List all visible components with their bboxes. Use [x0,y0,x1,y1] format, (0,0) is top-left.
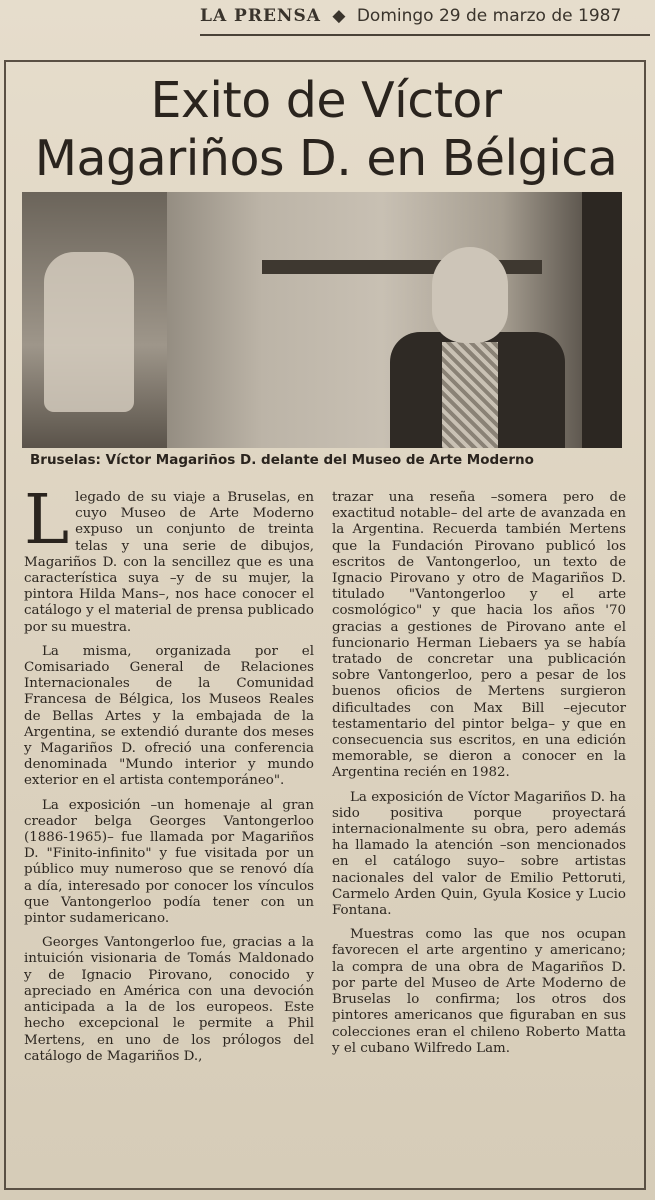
photo-sculpture [44,252,134,412]
diamond-icon: ◆ [332,6,346,26]
article-headline [20,72,632,188]
article-column-left [24,481,314,1073]
article-paragraph [24,481,314,636]
article-paragraph: trazar una reseña –somera pero de exactitud notable– del arte de avanzada en la Argentina. Recuerda también Mertens que la Fundación Pirovano publicó los escritos de Vantongerloo, un texto de Ignacio Pirovano y otro de Magariños D. titulado "Vantongerloo y el arte cosmológico" y que hacia los años '70 gracias a gestiones de Pirovano ante el funcionario Herman Liebaers ya se había tratado de concretar una publicación sobre Vantongerloo, pero a pesar de los buenos oficios de Mertens surgieron dificultades con Max Bill –ejecutor testamentario del pintor belga– y que en consecuencia sus escritos, en una edición memorable, se dieron a conocer en la Argentina recién en 1982. [332,490,626,781]
masthead [200,6,650,36]
article-paragraph: La misma, organizada por el Comisariado General de Relaciones Internacionales de la Comunidad Francesa de Bélgica, los Museos Reales de Bellas Artes y la embajada de la Argentina, se extendió durante dos meses y Magariños D. ofreció una conferencia denominada "Mundo interior y mundo exterior en el artista contemporáneo". [24,643,314,789]
article-paragraph: Georges Vantongerloo fue, gracias a la intuición visionaria de Tomás Maldonado y de Ignacio Pirovano, conocido y apreciado en América con una devoción anticipada a la de los europeos. Este hecho excepcional le permite a Phil Mertens, en uno de los prólogos del catálogo de Magariños D., [24,935,314,1064]
photo-man-shirt [442,342,498,448]
photo-right-edge [582,192,622,448]
drop-cap: L [24,481,70,560]
headline-line-2: Magariños D. en Bélgica [34,130,618,187]
article-paragraph: La exposición –un homenaje al gran creador belga Georges Vantongerloo (1886-1965)– fue llamada por Magariños D. "Finito-infinito" y fue visitada por un público muy numeroso que se renovó día a día, interesado por conocer los vínculos que Vantongerloo podía tener con un pintor sudamericano. [24,797,314,927]
article-column-right [332,490,626,1065]
headline-line-1: Exito de Víctor [150,72,502,129]
paragraph-text: legado de su viaje a Bruselas, en cuyo Museo de Arte Moderno expuso un conjunto de treinta telas y una serie de dibujos, Magariños D. con la sencillez que es una característica suya –y de su mujer, la pintora Hilda Mans–, nos hace conocer el catálogo y el material de prensa publicado por su muestra. [24,490,314,635]
article-paragraph: La exposición de Víctor Magariños D. ha sido positiva porque proyectará internacionalmente su obra, pero además ha llamado la atención –son mencionados en el catálogo suyo– sobre artistas nacionales del valor de Emilio Pettoruti, Carmelo Arden Quin, Gyula Kosice y Lucio Fontana. [332,789,626,919]
photo-man-head [432,247,508,343]
publication-date: Domingo 29 de marzo de 1987 [356,6,622,26]
article-photo [22,192,622,448]
article-paragraph: Muestras como las que nos ocupan favorecen el arte argentino y americano; la compra de una obra de Magariños D. por parte del Museo de Arte Moderno de Bruselas lo confirma; los otros dos pintores americanos que figuraban en sus colecciones eran el chileno Roberto Matta y el cubano Wilfredo Lam. [332,927,626,1056]
photo-caption: Bruselas: Víctor Magariños D. delante del Museo de Arte Moderno [30,452,534,468]
newspaper-name: LA PRENSA [200,6,321,26]
